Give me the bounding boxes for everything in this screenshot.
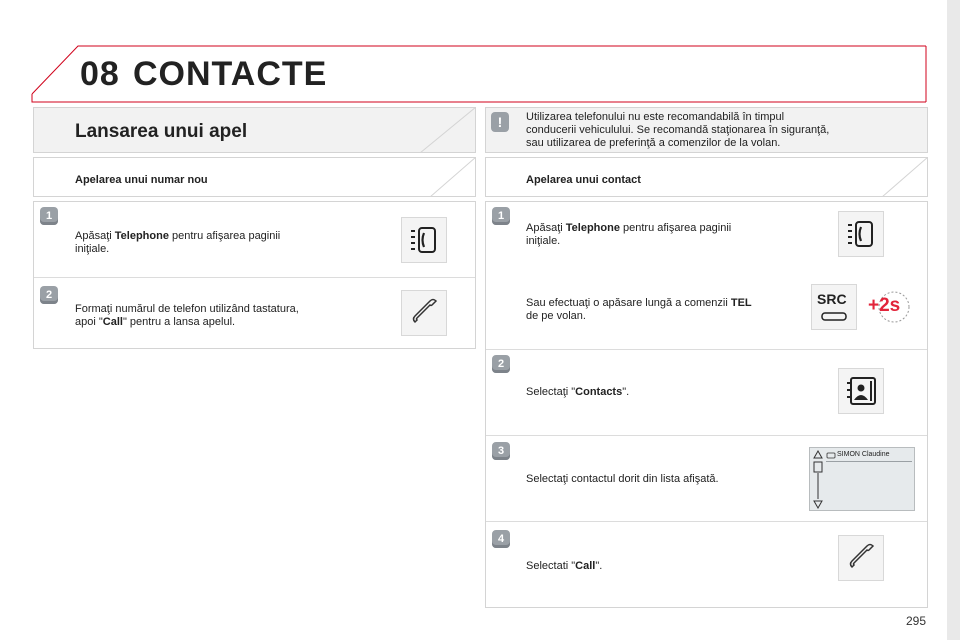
contacts-icon-graphic: [839, 369, 883, 413]
screen-entry-row: [826, 450, 912, 462]
step-text-pre: Apăsaţi: [526, 222, 566, 234]
screen-scrollbar: [811, 449, 825, 511]
contacts-icon: [838, 368, 884, 414]
step-text-post: pentru afişarea paginii: [619, 222, 732, 234]
page-side-strip: [947, 0, 960, 640]
telephone-menu-icon-graphic: [402, 218, 446, 262]
step-text-bold: Call: [102, 316, 123, 328]
subsection-title-right: Apelarea unui contact: [526, 174, 641, 186]
step-number-badge: 1: [40, 207, 58, 225]
step-text-bold: Contacts: [575, 386, 623, 398]
step-text-line2: iniţiale.: [526, 235, 561, 247]
step-text-line2: iniţiale.: [75, 243, 110, 255]
handset-icon: [401, 290, 447, 336]
screen-entry-name: SIMON Claudine: [837, 451, 890, 458]
step-number-badge: 2: [492, 355, 510, 373]
step-text-line2: de pe volan.: [526, 310, 586, 322]
step-separator: [486, 521, 927, 522]
warning-line: sau utilizarea de preferinţă a comenzilor de la volan.: [526, 137, 781, 149]
step-text-post: ".: [622, 386, 630, 398]
step-text-line2-pre: apoi ": [75, 316, 103, 328]
subsection-diagonal-right: [882, 157, 928, 197]
step-text-bold: Telephone: [565, 222, 620, 234]
step-number-badge: 4: [492, 530, 510, 548]
step-text-post: ".: [595, 560, 603, 572]
step-text-pre: Sau efectuaţi o apăsare lungă a comenzii: [526, 297, 731, 309]
telephone-menu-icon: [401, 217, 447, 263]
contact-list-screen: [809, 447, 915, 511]
step-text: [526, 297, 816, 323]
src-label: SRC: [817, 291, 847, 307]
handset-icon-graphic: [402, 291, 446, 335]
hold-label: +2s: [868, 295, 901, 316]
step-number-badge: 2: [40, 286, 58, 304]
step-text-pre: Selectati ": [526, 560, 576, 572]
section-title: Lansarea unui apel: [75, 121, 248, 142]
warning-icon: !: [491, 112, 509, 132]
step-text: Selectaţi contactul dorit din lista afişată.: [526, 473, 719, 485]
warning-line: Utilizarea telefonului nu este recomandabilă în timpul: [526, 111, 785, 123]
step-text: [75, 303, 375, 329]
chapter-number: 08: [80, 55, 120, 93]
step-text-pre: Apăsaţi: [75, 230, 115, 242]
step-separator: [34, 277, 475, 278]
step-text: [526, 222, 816, 248]
step-separator: [486, 435, 927, 436]
step-text-bold: Call: [575, 560, 596, 572]
step-text-post: pentru afişarea paginii: [168, 230, 281, 242]
subsection-diagonal-left: [430, 157, 476, 197]
subsection-title-left: Apelarea unui numar nou: [75, 174, 208, 186]
step-text-bold: Telephone: [114, 230, 169, 242]
step-number-badge: 1: [492, 207, 510, 225]
telephone-menu-icon: [838, 211, 884, 257]
page-number: 295: [906, 614, 927, 628]
step-separator: [486, 349, 927, 350]
chapter-title: CONTACTE: [133, 55, 328, 93]
warning-line: conducerii vehiculului. Se recomandă staţionarea în siguranţă,: [526, 124, 830, 136]
step-text-bold: TEL: [730, 297, 752, 309]
section-title-diagonal: [420, 107, 476, 153]
step-text: [75, 230, 375, 256]
step-text-pre: Formaţi numărul de telefon utilizând tastatura,: [75, 303, 299, 315]
handset-icon-graphic: [839, 536, 883, 580]
telephone-menu-icon-graphic: [839, 212, 883, 256]
src-tel-button-icon: [811, 284, 857, 330]
warning-text: [526, 111, 916, 150]
handset-icon: [838, 535, 884, 581]
phone-entry-icon: [826, 451, 836, 460]
step-text-line2-post: " pentru a lansa apelul.: [122, 316, 236, 328]
step-number-badge: 3: [492, 442, 510, 460]
long-press-timer-icon: [866, 290, 910, 324]
tel-handset-mini-icon: [812, 309, 856, 329]
step-text-pre: Selectaţi ": [526, 386, 576, 398]
step-text: [526, 386, 816, 399]
step-text: [526, 560, 816, 573]
